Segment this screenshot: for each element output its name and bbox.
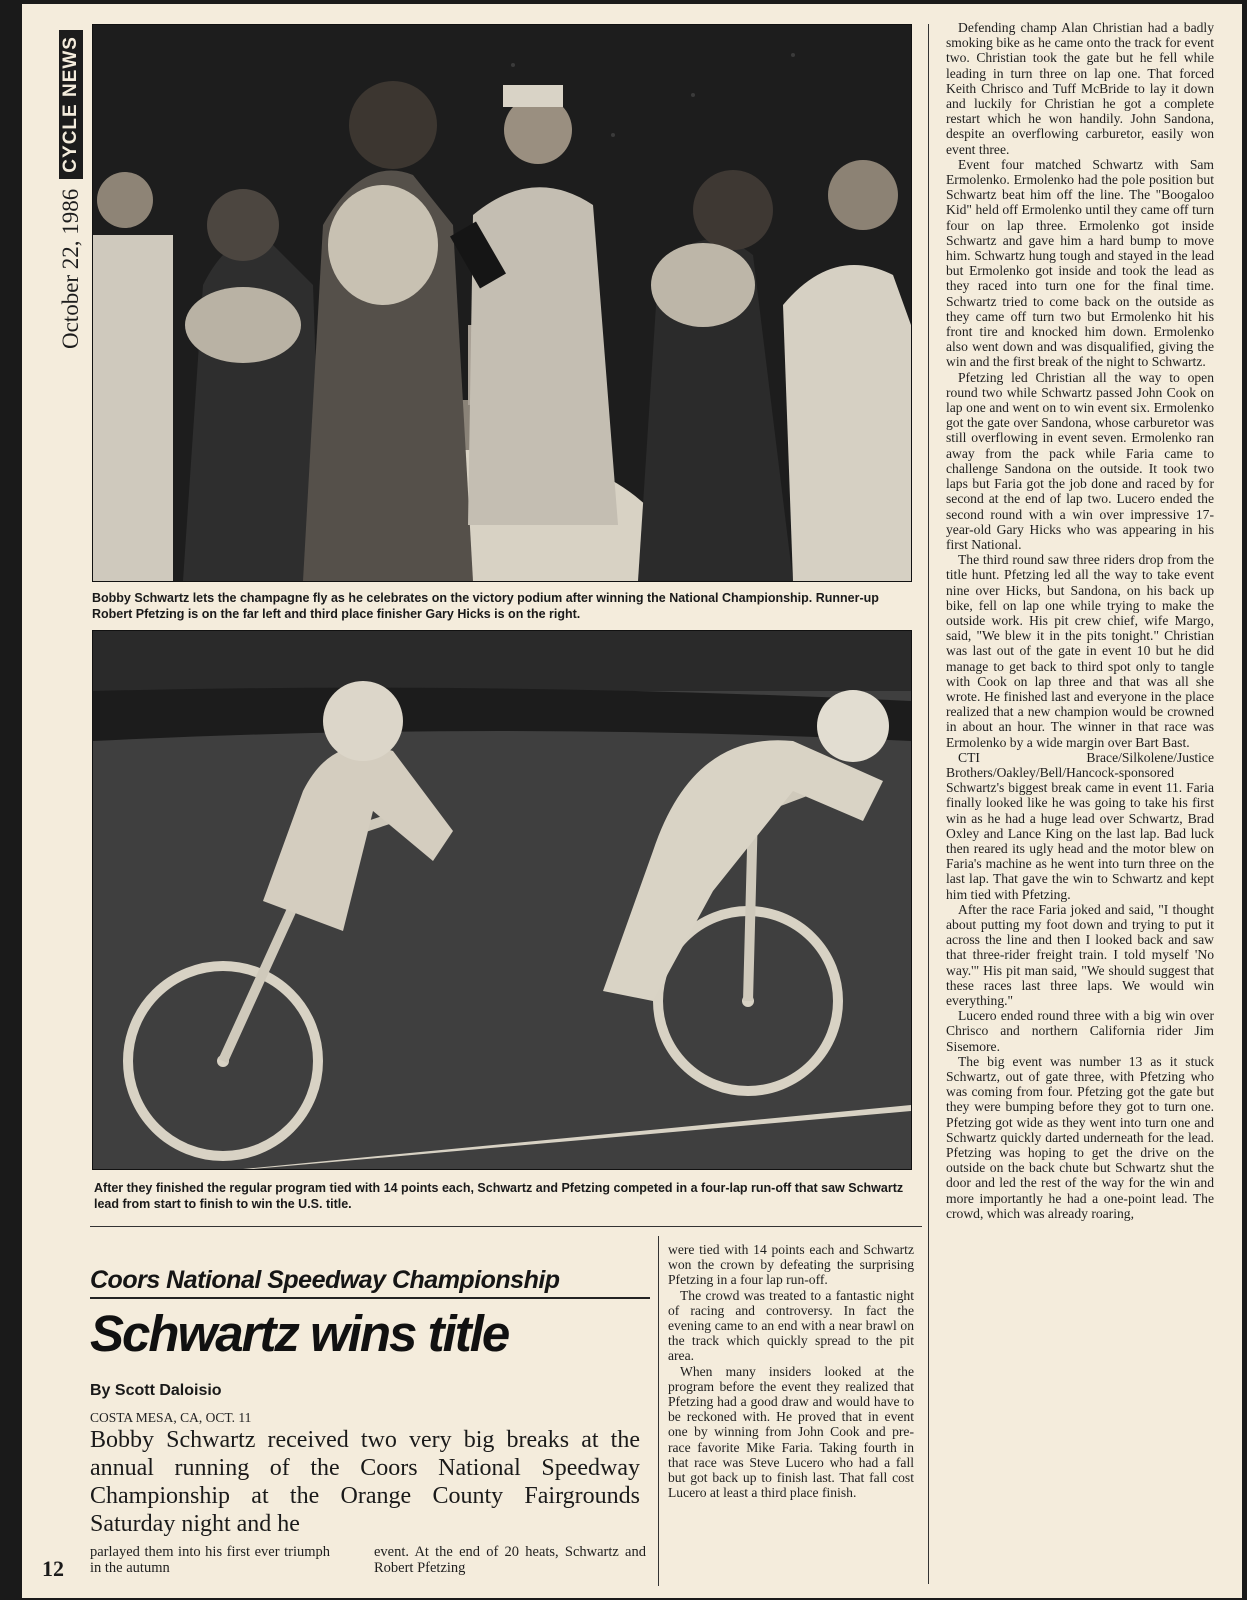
column-rule [928,24,929,1584]
magazine-page [22,4,1242,1598]
byline: By Scott Daloisio [90,1382,222,1399]
paragraph: Event four matched Schwartz with Sam Ermolenko. Ermolenko had the pole position but Schwartz beat him off the line. The "Boogaloo Kid" held off Ermolenko until they came off turn four on lap three. Ermolenko got inside Schwartz and gave him a hard bump to move him. Schwartz hung tough and stayed in the lead but Ermolenko got inside and took the lead as they raced into turn one for the final time. Schwartz tried to come back on the outside as they came off turn two but Ermolenko hit his front tire and knocked him down. Ermolenko also went down and was disqualified, giving the win and the first break of the night to Schwartz. [946,156,1214,370]
paragraph: When many insiders looked at the program before the event they realized that Pfetzing had a good draw and would have to be reckoned with. He proved that in event one by winning from John Cook and pre-race favorite Mike Faria. Taking fourth in that race was Steve Lucero who had a fall but got back up to finish last. That fall cost Lucero at least a third place finish. [668,1363,914,1501]
podium-photo [92,24,912,582]
dateline: COSTA MESA, CA, OCT. 11 [90,1410,252,1425]
article-headline: Schwartz wins title [90,1305,509,1362]
masthead-logo: CYCLE NEWS [59,30,83,179]
lede-paragraph: Bobby Schwartz received two very big breaks at the annual running of the Coors National Speedway Championship at the Orange County Fairgrounds Saturday night and he [90,1427,640,1537]
paragraph: event. At the end of 20 heats, Schwartz and Robert Pfetzing [374,1544,646,1576]
paragraph: After the race Faria joked and said, "I thought about putting my foot down and trying to put it across the line and then I looked back and saw that three-rider freight train. I told myself 'No way.'" His pit man said, "We should suggest that these races last three laps. We would win everything." [946,901,1214,1008]
paragraph: Pfetzing led Christian all the way to open round two while Schwartz passed John Cook on lap one and went on to win event six. Ermolenko got the gate over Sandona, whose carburetor was still overflowing in event seven. Ermolenko ran away from the pack while Faria came to challenge Sandona on the outside. It took two laps but Faria got the job done and raced by for second at the end of lap two. Lucero ended the second round with a win over impressive 17-year-old Gary Hicks who was appearing in his first National. [946,369,1214,552]
paragraph: The big event was number 13 as it stuck Schwartz, out of gate three, with Pfetzing who was coming from four. Pfetzing got the gate but they were bumping before they got to turn one. Pfetzing got wide as they went into turn one and Schwartz quickly darted underneath for the lead. Pfetzing was hoping to get the drive on the outside on the back chute but Schwartz shut the door and led the rest of the way for the win and more importantly he had a one-point lead. The crowd, which was already roaring, [946,1053,1214,1221]
paragraph: CTI Brace/Silkolene/Justice Brothers/Oakley/Bell/Hancock-sponsored Schwartz's biggest break came in event 11. Faria finally looked like he was going to take his first win as he had a huge lead over Schwartz, Brad Oxley and Lance King on the last lap. Bad luck then reared its ugly head and the motor blew on Faria's machine as he went into turn three on the last lap. That gave the win to Schwartz and kept him tied with Pfetzing. [946,749,1214,902]
issue-date: October 22, 1986 [58,188,83,350]
paragraph: were tied with 14 points each and Schwartz won the crown by defeating the surprising Pfetzing in a four lap run-off. [668,1242,914,1288]
body-column-2 [374,1544,646,1576]
section-rule [90,1226,922,1227]
column-rule-lower [658,1236,659,1586]
podium-caption: Bobby Schwartz lets the champagne fly as he celebrates on the victory podium after winning the National Championship. Runner-up Robert Pfetzing is on the far left and third place finisher Gary Hicks is on the right. [92,591,879,621]
article-kicker: Coors National Speedway Championship [90,1266,650,1299]
race-photo [92,630,912,1170]
race-caption: After they finished the regular program tied with 14 points each, Schwartz and Pfetzing competed in a four-lap run-off that saw Schwartz lead from start to finish to win the U.S. title. [94,1181,904,1211]
body-column-3 [668,1242,914,1500]
paragraph: Defending champ Alan Christian had a badly smoking bike as he came onto the track for event two. Christian took the gate but he fell while leading in turn three on lap one. That forced Keith Chrisco and Tuff McBride to lay it down and luckily for Christian he got a complete restart which he won handily. John Sandona, despite an overflowing carburetor, easily won event three. [946,20,1214,157]
paragraph: Lucero ended round three with a big win over Chrisco and northern California rider Jim Sisemore. [946,1008,1214,1054]
paragraph: parlayed them into his first ever triumph in the autumn [90,1544,330,1576]
sidebar [50,30,92,400]
paragraph: The third round saw three riders drop from the title hunt. Pfetzing led all the way to take event nine over Hicks, but Sandona, on his back up bike, fell on lap one while trying to make the outside work. His pit crew chief, wife Margo, said, "We blew it in the pits tonight." Christian was last out of the gate in event 10 but he did manage to get back to third spot only to tangle with Cook on lap three and that was all she wrote. He finished last and everyone in the place realized that a new champion would be crowned in about an hour. The winner in that race was Ermolenko by a wide margin over Bart Bast. [946,552,1214,750]
page-number: 12 [42,1556,64,1581]
body-column-4 [946,20,1214,1221]
paragraph: The crowd was treated to a fantastic night of racing and controversy. In fact the evening came to an end with a near brawl on the track which quickly spread to the pit area. [668,1287,914,1364]
body-column-1 [90,1544,330,1576]
